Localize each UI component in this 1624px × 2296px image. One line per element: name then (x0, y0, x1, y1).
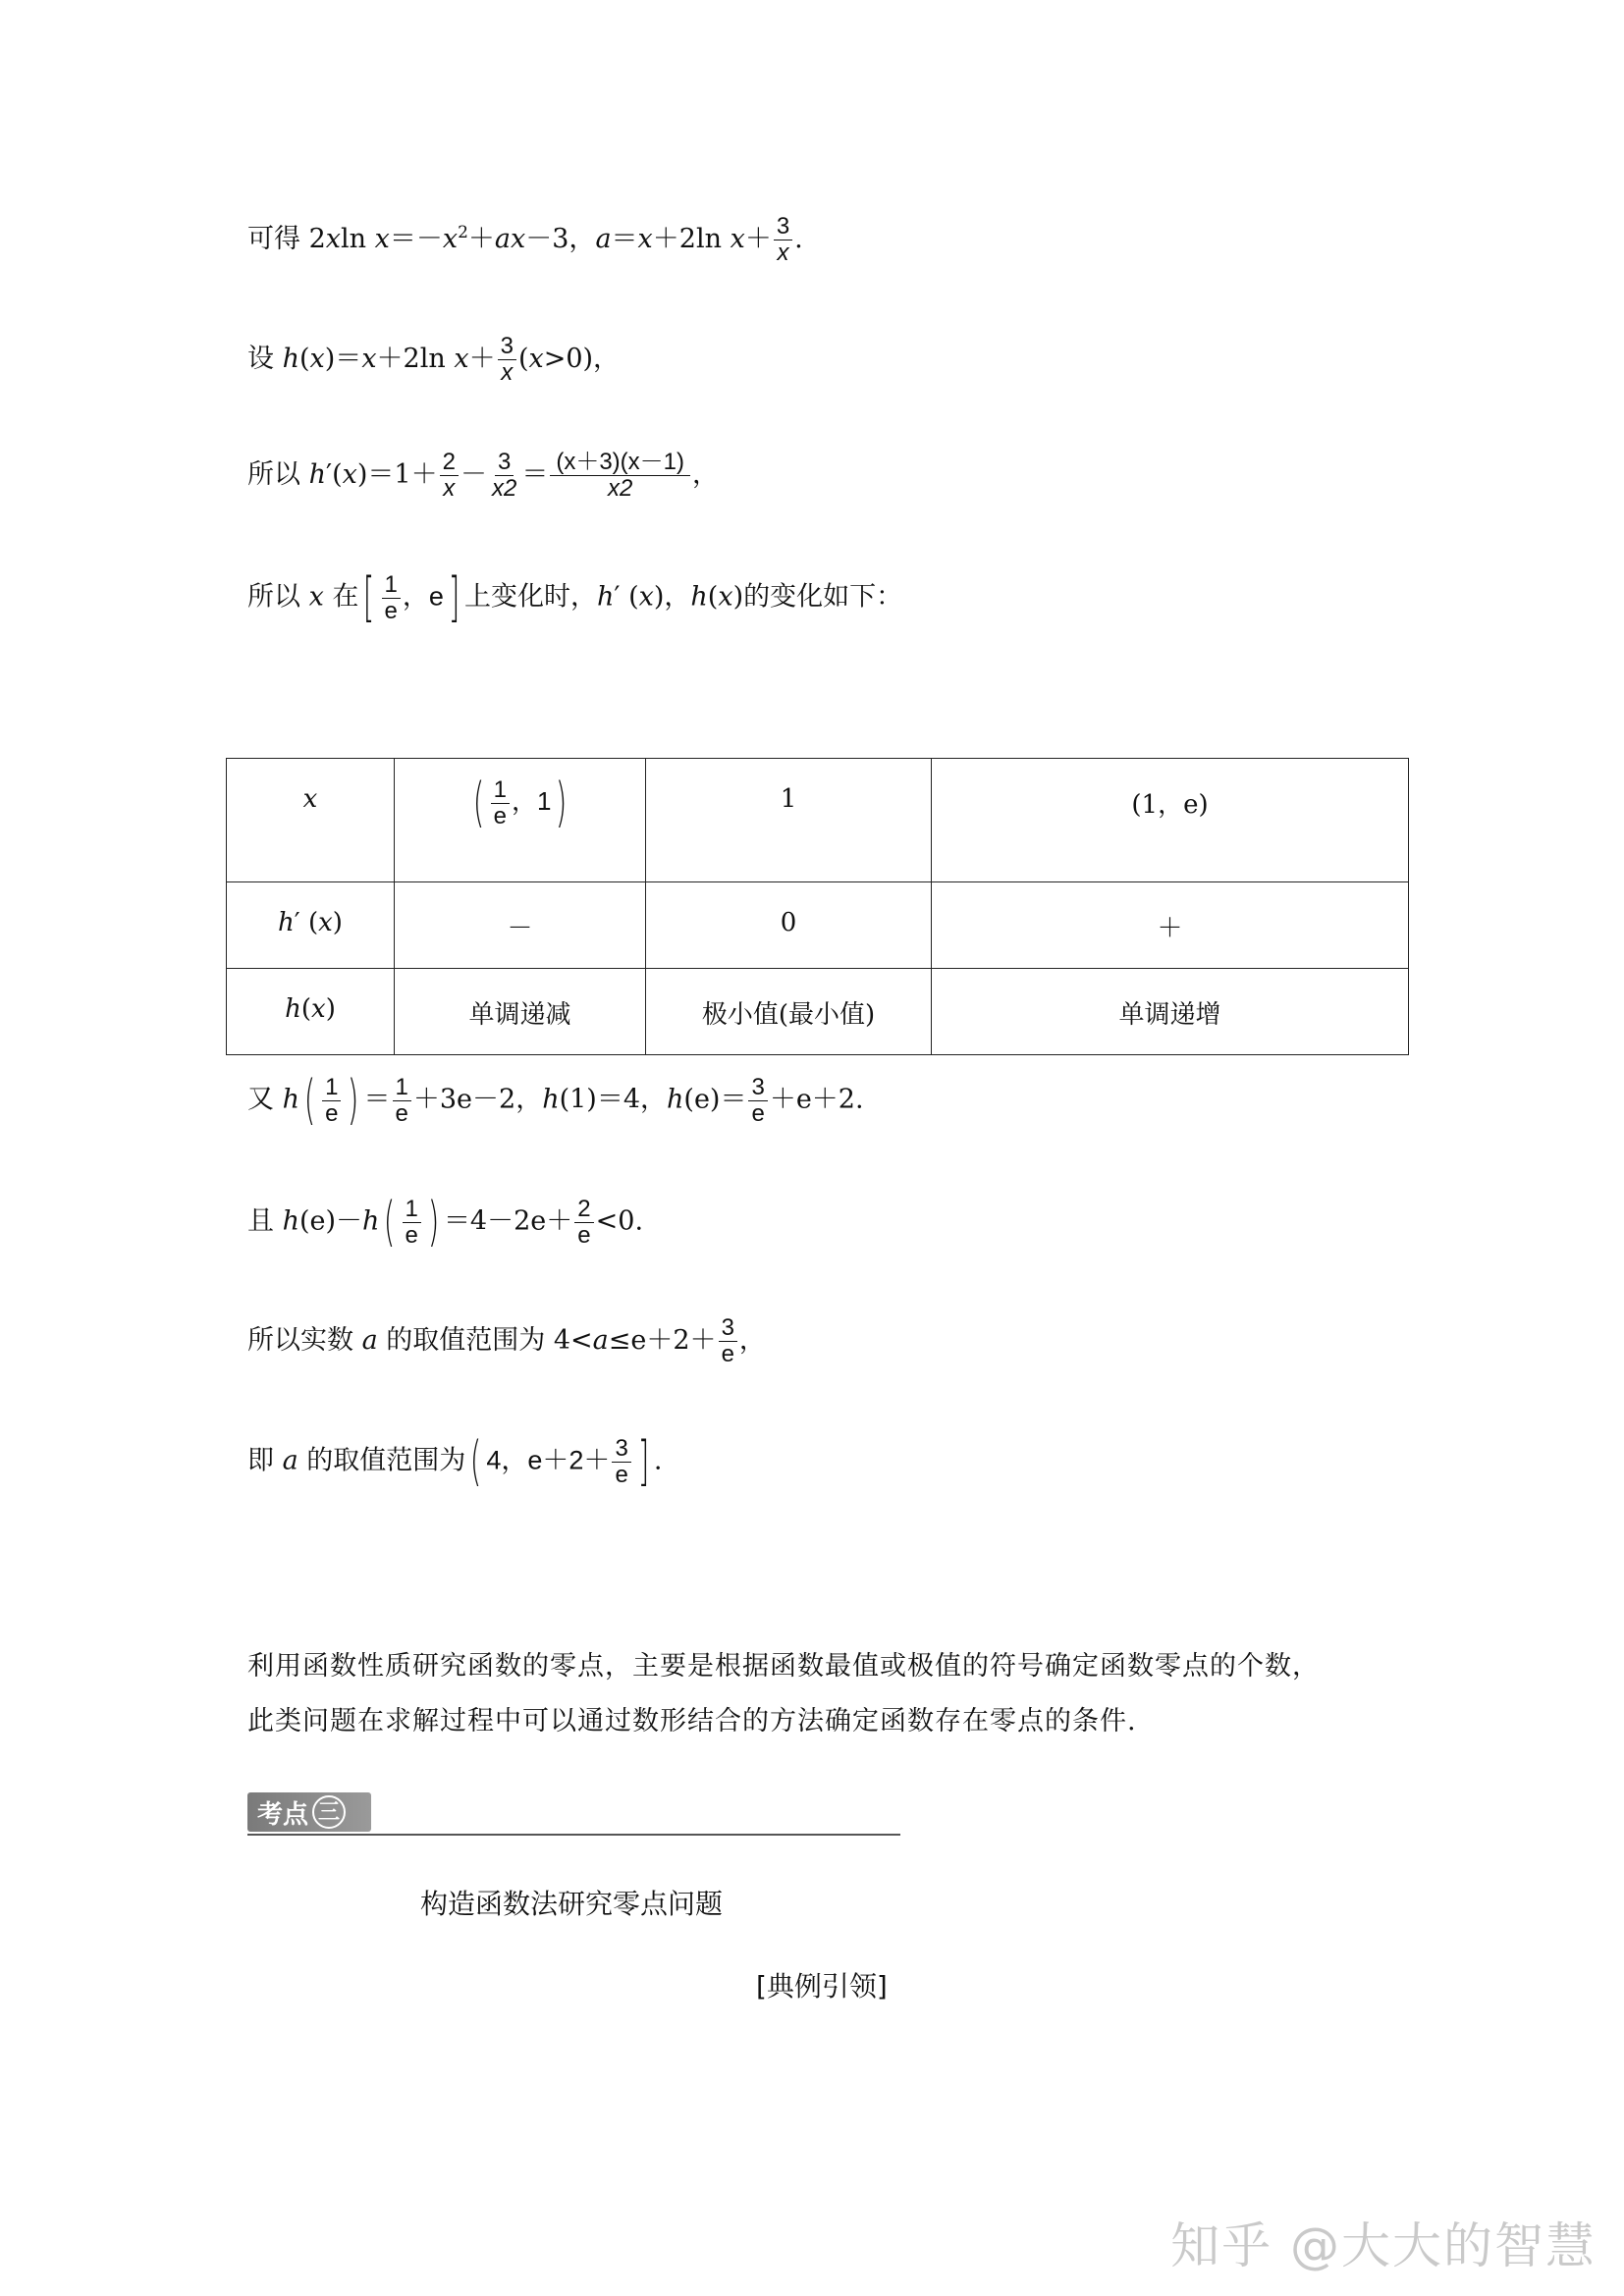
watermark: 知乎 @大大的智慧 (1170, 2217, 1597, 2274)
table-row (227, 759, 1409, 882)
fraction: $\frac{3}{x}$ (774, 214, 792, 266)
example-heading: [典例引领] (756, 1970, 888, 2002)
fraction: $\frac{3}{e}$ (612, 1436, 630, 1488)
section-label: 考点 (257, 1799, 309, 1830)
fraction: $\frac{3}{x}$ (498, 334, 516, 386)
fraction: $\frac{2}{x}$ (440, 450, 459, 502)
table-cell: x (227, 759, 395, 882)
fraction: $\frac{1}{e}$ (322, 1075, 341, 1127)
summary-paragraph (247, 1639, 1406, 1749)
table-cell: 0 (646, 882, 932, 969)
fraction: $\frac{3}{e}$ (748, 1075, 767, 1127)
equation-line-7: 所以实数 a 的取值范围为 4<a≤e＋2＋ $\frac{3}{e}$ ， (247, 1314, 766, 1367)
equation-line-8: 即 a 的取值范围为( 4，e＋2＋ $\frac{3}{e}$ ] . (247, 1430, 663, 1492)
equation-line-2: 设 h(x)＝x＋2ln x＋ $\frac{3}{x}$ (x>0)， (247, 333, 621, 386)
equation-line-1: 可得 2xln $x=-x^2+ax-3$，a＝x＋2ln x＋ $\frac{3}{x}$ . (247, 213, 803, 266)
equation-line-5: 又 h( $\frac{1}{e}$ ) ＝ $\frac{1}{e}$ ＋3e－2，h(1)＝4，h(e)＝ $\frac{3}{e}$ ＋e＋2. (247, 1069, 864, 1131)
fraction: $\frac{(x+3)(x-1)}{x2}$ (550, 450, 690, 502)
table-cell: － (395, 882, 646, 969)
section-header (247, 1789, 900, 1836)
equation-line-4: 所以 x 在[ $\frac{1}{e}$ ，e] 上变化时，h′ (x)，h(x)的变化如下： (247, 566, 903, 628)
fraction: $\frac{2}{e}$ (574, 1197, 593, 1249)
table-row (227, 969, 1409, 1055)
section-number: 三 (312, 1795, 346, 1829)
fraction: $\frac{1}{e}$ (382, 572, 401, 624)
section-rule (247, 1834, 900, 1836)
variation-table (226, 758, 1409, 1055)
paragraph-line: 此类问题在求解过程中可以通过数形结合的方法确定函数存在零点的条件. (247, 1706, 1137, 1736)
table-cell: 单调递减 (395, 969, 646, 1055)
table-cell: 极小值(最小值) (646, 969, 932, 1055)
equation-line-6: 且 h(e)－h( $\frac{1}{e}$ ) ＝4－2e＋ $\frac{2}{e}$ <0. (247, 1191, 644, 1253)
section-topic: 构造函数法研究零点问题 (420, 1888, 724, 1920)
table-row (227, 882, 1409, 969)
fraction: $\frac{1}{e}$ (403, 1197, 421, 1249)
table-cell: (1，e) (932, 759, 1409, 882)
equation-line-3: 所以 h′(x)＝1＋ $\frac{2}{x}$ － $\frac{3}{x2}$ ＝ $\frac{(x+3)(x-1)}{x2}$ ， (247, 449, 719, 502)
fraction: $\frac{1}{e}$ (393, 1075, 411, 1127)
fraction: $\frac{3}{x2}$ (491, 449, 517, 502)
fraction: $\frac{3}{e}$ (719, 1315, 737, 1367)
table-cell: ＋ (932, 882, 1409, 969)
table-cell: ( $\frac{1}{e}$ ，1) (395, 759, 646, 882)
paragraph-line: 利用函数性质研究函数的零点，主要是根据函数最值或极值的符号确定函数零点的个数， (247, 1651, 1320, 1682)
table-cell: h(x) (227, 969, 395, 1055)
section-badge (247, 1792, 371, 1832)
table-cell: h′ (x) (227, 882, 395, 969)
table-cell: 单调递增 (932, 969, 1409, 1055)
table-cell: 1 (646, 759, 932, 882)
